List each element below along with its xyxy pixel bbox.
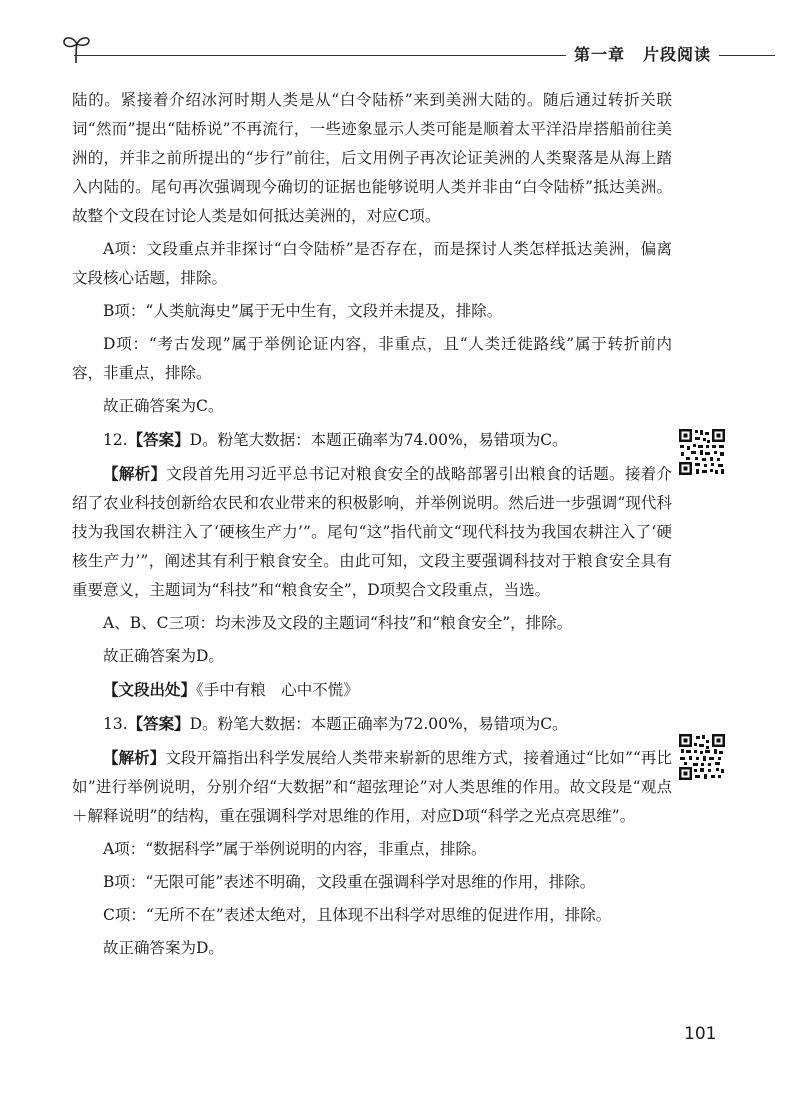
paragraph: 故正确答案为C。: [103, 397, 224, 415]
paragraph: A项：文段重点并非探讨“白令陆桥”是否存在，而是探讨人类怎样抵达美洲，偏离文段核心话题，排除。: [72, 240, 672, 287]
analysis-text: 文段开篇指出科学发展给人类带来崭新的思维方式，接着通过“比如”“再比如”进行举例说明，分别介绍“大数据”和“超弦理论”对人类思维的作用。故文段是“观点＋解释说明”的结构，重在强调科学对思维的作用，对应D项“科学之光点亮思维”。: [72, 749, 672, 825]
analysis-text: 文段首先用习近平总书记对粮食安全的战略部署引出粮食的话题。接着介绍了农业科技创新给农民和农业带来的积极影响，并举例说明。然后进一步强调“现代科技为我国农耕注入了‘硬核生产力’”。尾句“这”指代前文“现代科技为我国农耕注入了‘硬核生产力’”，阐述其有利于粮食安全。由此可知，文段主要强调科技对于粮食安全具有重要意义，主题词为“科技”和“粮食安全”，D项契合文段重点，当选。: [72, 465, 672, 599]
paragraph: A、B、C三项：均未涉及文段的主题词“科技”和“粮食安全”，排除。: [103, 614, 573, 632]
source-label: 【文段出处】: [103, 680, 197, 699]
paragraph: 陆的。紧接着介绍冰河时期人类是从“白令陆桥”来到美洲大陆的。随后通过转折关联词“然而”提出“陆桥说”不再流行，一些迹象显示人类可能是顺着太平洋沿岸搭船前往美洲的，并非之前所提出的“步行”前往，后文用例子再次论证美洲的人类聚落是从海上踏入内陆的。尾句再次强调现今确切的证据也能够说明人类并非由“白令陆桥”抵达美洲。故整个文段在讨论人类是如何抵达美洲的，对应C项。: [72, 91, 672, 225]
sprout-icon: [60, 31, 94, 65]
analysis-13: [72, 743, 672, 831]
paragraph: 故正确答案为D。: [103, 647, 224, 665]
section-label: 片段阅读: [642, 45, 711, 64]
paragraph: A项：“数据科学”属于举例说明的内容，非重点，排除。: [103, 840, 487, 858]
question-number: 12.: [103, 431, 128, 449]
paragraph: B项：“人类航海史”属于无中生有，文段并未提及，排除。: [103, 302, 503, 320]
chapter-label: 第一章: [573, 45, 625, 64]
answer-13: [72, 709, 672, 739]
paragraph: C项：“无所不在”表述太绝对，且体现不出科学对思维的促进作用，排除。: [103, 906, 612, 924]
page-content: [72, 86, 672, 967]
header-title: [566, 43, 719, 67]
analysis-label: 【解析】: [103, 464, 167, 483]
answer-text: D。粉笔大数据：本题正确率为72.00%，易错项为C。: [189, 715, 568, 733]
page-header: [50, 28, 775, 68]
answer-label: 【答案】: [127, 714, 190, 733]
qr-code-icon[interactable]: [678, 428, 726, 476]
source-12: [72, 675, 672, 705]
answer-text: D。粉笔大数据：本题正确率为74.00%，易错项为C。: [189, 431, 568, 449]
analysis-label: 【解析】: [103, 748, 166, 767]
paragraph: 故正确答案为D。: [103, 939, 224, 957]
paragraph: B项：“无限可能”表述不明确，文段重在强调科学对思维的作用，排除。: [103, 873, 596, 891]
paragraph: D项：“考古发现”属于举例论证内容，非重点，且“人类迁徙路线”属于转折前内容，非重点，排除。: [72, 335, 672, 382]
qr-code-icon[interactable]: [678, 733, 726, 781]
answer-label: 【答案】: [127, 430, 190, 449]
source-text: 《手中有粮 心中不慌》: [196, 681, 359, 699]
question-number: 13.: [103, 715, 128, 733]
analysis-12: [72, 459, 672, 605]
page-number: 101: [684, 1024, 717, 1044]
answer-12: [72, 425, 672, 455]
